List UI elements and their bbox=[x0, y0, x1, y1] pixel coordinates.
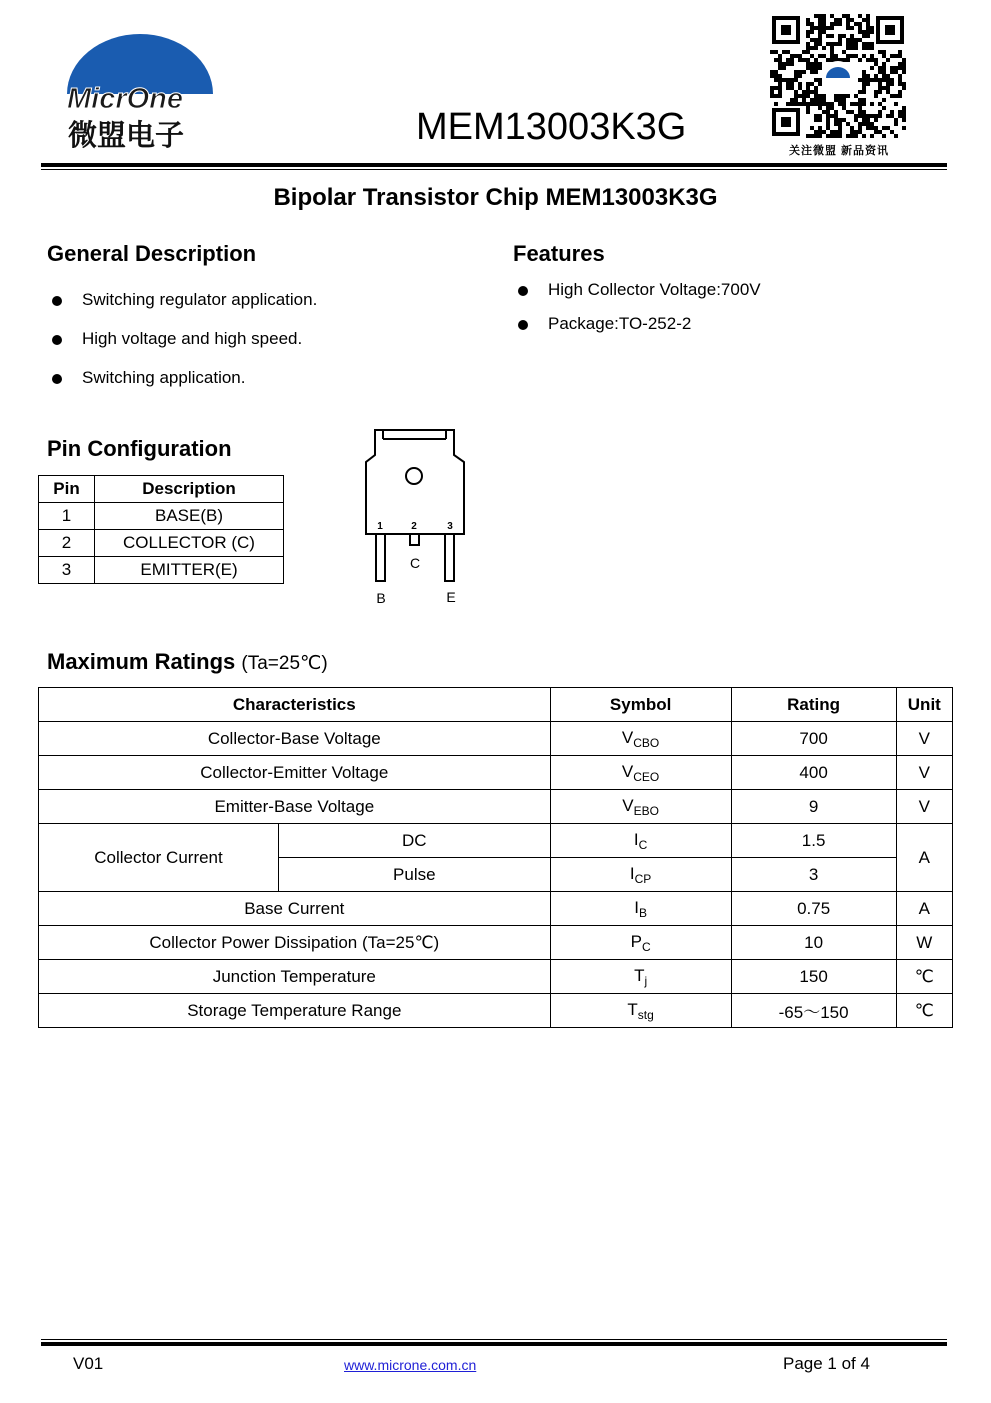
table-row bbox=[39, 960, 953, 994]
characteristic: Junction Temperature bbox=[39, 960, 551, 994]
pin-number: 3 bbox=[39, 557, 95, 584]
pin-number: 1 bbox=[39, 503, 95, 530]
features-heading: Features bbox=[513, 241, 605, 266]
rating: 10 bbox=[731, 926, 896, 960]
package-hole bbox=[406, 468, 422, 484]
table-row bbox=[39, 994, 953, 1028]
header-divider-thin bbox=[41, 169, 947, 170]
pin-number-label: 1 bbox=[377, 521, 383, 532]
rating: -65～150 bbox=[731, 994, 896, 1028]
symbol: $T_j$ bbox=[550, 960, 731, 994]
column-header: Description bbox=[95, 476, 284, 503]
document-title: MEM13003K3G bbox=[416, 106, 687, 148]
pin-number-label: 2 bbox=[411, 521, 417, 532]
symbol: $V_{CEO}$ bbox=[550, 756, 731, 790]
table-row bbox=[39, 824, 953, 858]
pin-description: EMITTER(E) bbox=[95, 557, 284, 584]
unit: A bbox=[896, 824, 952, 892]
characteristic: Collector Power Dissipation (Ta=25℃) bbox=[39, 926, 551, 960]
table-header-row bbox=[39, 476, 284, 503]
symbol: $I_C$ bbox=[550, 824, 731, 858]
rating: 700 bbox=[731, 722, 896, 756]
unit: V bbox=[896, 790, 952, 824]
list-item: High voltage and high speed. bbox=[47, 329, 317, 368]
table-row bbox=[39, 926, 953, 960]
unit: ℃ bbox=[896, 994, 952, 1028]
main-title: Bipolar Transistor Chip MEM13003K3G bbox=[273, 184, 718, 211]
qr-code bbox=[770, 14, 906, 138]
logo-chinese-text: 微盟电子 bbox=[68, 118, 185, 152]
max-ratings-table bbox=[38, 687, 953, 1028]
company-logo bbox=[62, 22, 222, 152]
bullet-icon bbox=[518, 320, 528, 330]
rating: 3 bbox=[731, 858, 896, 892]
unit: W bbox=[896, 926, 952, 960]
condition: DC bbox=[279, 824, 551, 858]
column-header: Pin bbox=[39, 476, 95, 503]
rating: 9 bbox=[731, 790, 896, 824]
general-description-list bbox=[47, 290, 317, 407]
table-row bbox=[39, 557, 284, 584]
symbol: $V_{CBO}$ bbox=[550, 722, 731, 756]
pin-description: COLLECTOR (C) bbox=[95, 530, 284, 557]
leg-label-c: C bbox=[409, 555, 421, 571]
pin-number: 2 bbox=[39, 530, 95, 557]
list-item: Switching application. bbox=[47, 368, 317, 407]
unit: ℃ bbox=[896, 960, 952, 994]
general-description-heading: General Description bbox=[47, 241, 257, 266]
characteristic: Collector Current bbox=[39, 824, 279, 892]
package-diagram bbox=[356, 424, 480, 614]
symbol: $T_{stg}$ bbox=[550, 994, 731, 1028]
characteristic: Storage Temperature Range bbox=[39, 994, 551, 1028]
list-item: Package:TO-252-2 bbox=[513, 314, 761, 348]
pin-description: BASE(B) bbox=[95, 503, 284, 530]
bullet-icon bbox=[52, 335, 62, 345]
pin-table bbox=[38, 475, 284, 584]
features-list bbox=[513, 280, 761, 348]
symbol: $V_{EBO}$ bbox=[550, 790, 731, 824]
column-header: Rating bbox=[731, 688, 896, 722]
qr-caption: 关注微盟 新品资讯 bbox=[788, 145, 890, 157]
column-header: Unit bbox=[896, 688, 952, 722]
unit: A bbox=[896, 892, 952, 926]
logo-brand-text: MicrOne bbox=[67, 83, 184, 115]
rating: 0.75 bbox=[731, 892, 896, 926]
footer-divider-thin bbox=[41, 1339, 947, 1340]
rating: 1.5 bbox=[731, 824, 896, 858]
package-body bbox=[366, 430, 464, 534]
column-header: Symbol bbox=[550, 688, 731, 722]
table-row bbox=[39, 790, 953, 824]
footer-page-number: Page 1 of 4 bbox=[783, 1354, 870, 1373]
rating: 150 bbox=[731, 960, 896, 994]
header-divider-thick bbox=[41, 163, 947, 167]
pin-configuration-heading: Pin Configuration bbox=[47, 436, 232, 461]
table-row bbox=[39, 503, 284, 530]
table-row bbox=[39, 756, 953, 790]
column-header: Characteristics bbox=[39, 688, 551, 722]
characteristic: Collector-Base Voltage bbox=[39, 722, 551, 756]
rating: 400 bbox=[731, 756, 896, 790]
unit: V bbox=[896, 756, 952, 790]
max-ratings-condition: (Ta=25℃) bbox=[241, 653, 328, 674]
footer-website-link[interactable]: www.microne.com.cn bbox=[344, 1357, 477, 1373]
characteristic: Collector-Emitter Voltage bbox=[39, 756, 551, 790]
lead-collector bbox=[410, 534, 419, 545]
leg-label-b: B bbox=[376, 590, 386, 606]
leg-label-e: E bbox=[446, 589, 456, 605]
bullet-icon bbox=[52, 296, 62, 306]
lead-base bbox=[376, 534, 385, 581]
characteristic: Base Current bbox=[39, 892, 551, 926]
footer-version: V01 bbox=[73, 1354, 104, 1373]
bullet-icon bbox=[518, 286, 528, 296]
characteristic: Emitter-Base Voltage bbox=[39, 790, 551, 824]
table-header-row bbox=[39, 688, 953, 722]
symbol: $P_C$ bbox=[550, 926, 731, 960]
unit: V bbox=[896, 722, 952, 756]
footer-divider-thick bbox=[41, 1342, 947, 1346]
lead-emitter bbox=[445, 534, 454, 581]
symbol: $I_B$ bbox=[550, 892, 731, 926]
table-row bbox=[39, 892, 953, 926]
condition: Pulse bbox=[279, 858, 551, 892]
list-item: Switching regulator application. bbox=[47, 290, 317, 329]
symbol: $I_{CP}$ bbox=[550, 858, 731, 892]
list-item: High Collector Voltage:700V bbox=[513, 280, 761, 314]
bullet-icon bbox=[52, 374, 62, 384]
pin-number-label: 3 bbox=[447, 521, 453, 532]
table-row bbox=[39, 722, 953, 756]
table-row bbox=[39, 530, 284, 557]
max-ratings-heading: Maximum Ratings (Ta=25℃) bbox=[47, 649, 328, 674]
